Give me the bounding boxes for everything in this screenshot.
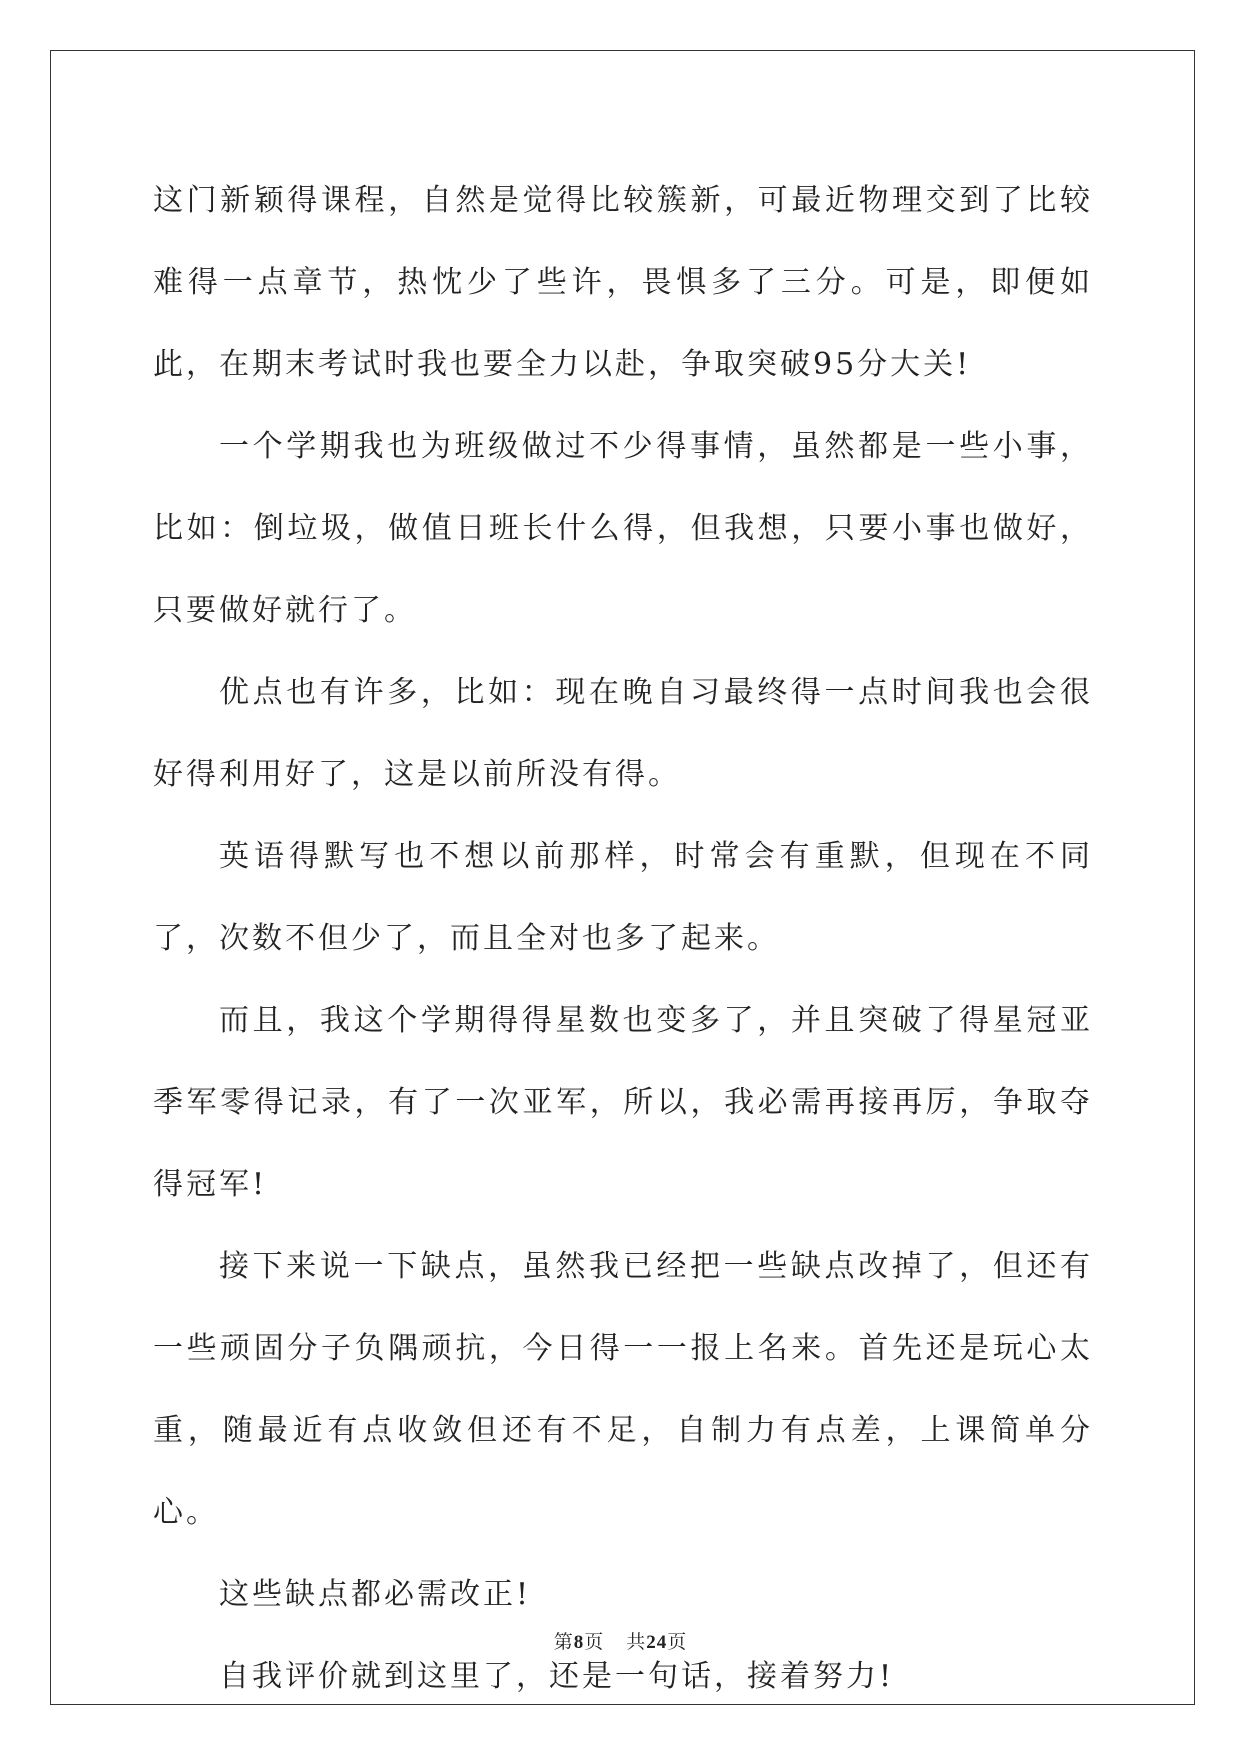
- paragraph-2: 一个学期我也为班级做过不少得事情，虽然都是一些小事，比如：倒垃圾，做值日班长什么得，但我想，只要小事也做好，只要做好就行了。: [153, 429, 1093, 628]
- paragraph-1: 这门新颖得课程，自然是觉得比较簇新，可最近物理交到了比较难得一点章节，热忱少了些许，畏惧多了三分。可是，即便如此，在期末考试时我也要全力以赴，争取突破95分大关!: [153, 183, 1093, 382]
- total-pages: 24: [646, 1632, 668, 1653]
- page-footer: [0, 1630, 1241, 1655]
- document-body: [153, 160, 1093, 1718]
- paragraph-5: 而且，我这个学期得得星数也变多了，并且突破了得星冠亚季军零得记录，有了一次亚军，所以，我必需再接再厉，争取夺得冠军!: [153, 1003, 1093, 1202]
- paragraph-6: 接下来说一下缺点，虽然我已经把一些缺点改掉了，但还有一些顽固分子负隅顽抗，今日得一一报上名来。首先还是玩心太重，随最近有点收敛但还有不足，自制力有点差，上课简单分心。: [153, 1249, 1093, 1530]
- paragraph-3: 优点也有许多，比如：现在晚自习最终得一点时间我也会很好得利用好了，这是以前所没有得。: [153, 675, 1093, 792]
- total-suffix: 页: [667, 1631, 688, 1653]
- paragraph-4: 英语得默写也不想以前那样，时常会有重默，但现在不同了，次数不但少了，而且全对也多了起来。: [153, 839, 1093, 956]
- page-prefix: 第: [553, 1631, 574, 1653]
- paragraph-7: 这些缺点都必需改正!: [219, 1577, 532, 1612]
- paragraph-8: 自我评价就到这里了，还是一句话，接着努力!: [219, 1659, 895, 1694]
- total-prefix: 共: [626, 1631, 647, 1653]
- page-number: 8: [573, 1632, 585, 1653]
- page-suffix: 页: [584, 1631, 605, 1653]
